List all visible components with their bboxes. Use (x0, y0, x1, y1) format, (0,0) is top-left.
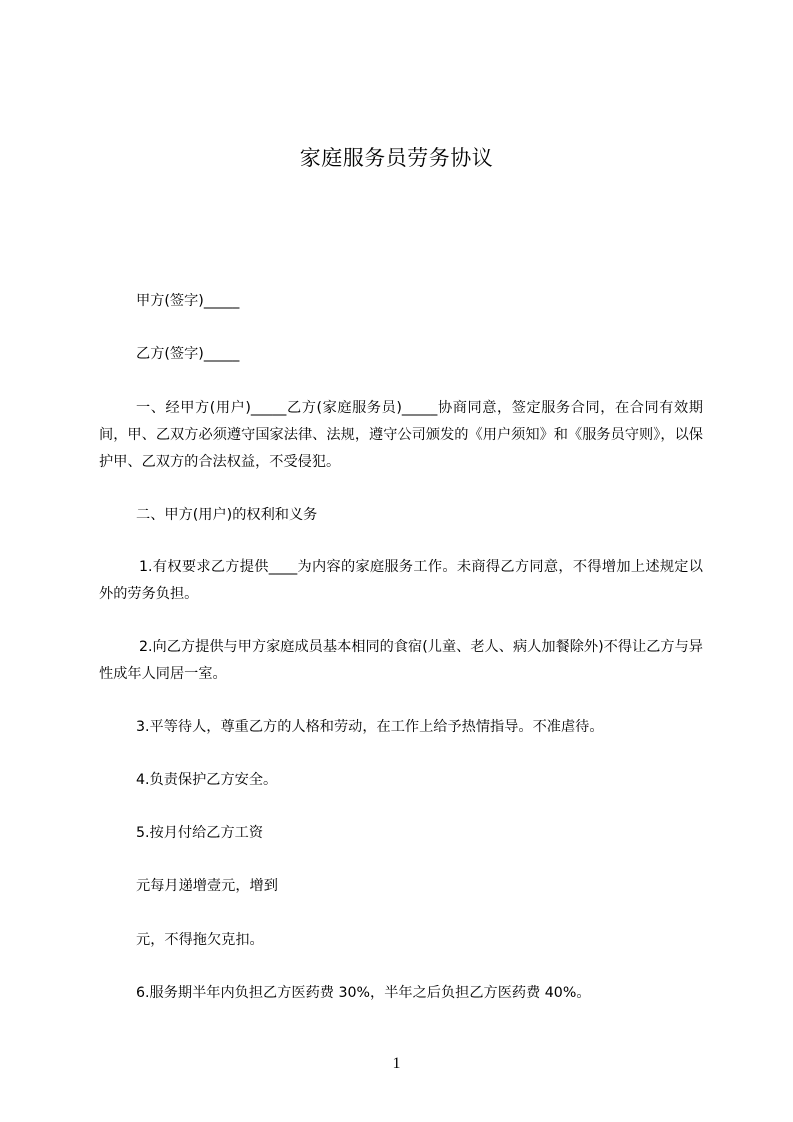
item-5-continuation-end: 元，不得拖欠克扣。 (136, 932, 264, 948)
item-5-paragraph: 5.按月付给乙方工资 (136, 825, 264, 841)
page-number: 1 (392, 1055, 401, 1072)
document-title: 家庭服务员劳务协议 (299, 146, 494, 170)
clause-1-paragraph: 一、经甲方(用户)_____乙方(家庭服务员)_____协商同意，签定服务合同，在合同有效期间，甲、乙双方必须遵守国家法律、法规，遵守公司颁发的《用户须知》和《服务员守则》，以保护甲、乙双方的合法权益，不受侵犯。 (99, 400, 703, 470)
party-b-signature: 乙方(签字)_____ (136, 346, 240, 362)
item-6-paragraph: 6.服务期半年内负担乙方医药费 30%，半年之后负担乙方医药费 40%。 (136, 985, 591, 1001)
item-2-paragraph: 2.向乙方提供与甲方家庭成员基本相同的食宿(儿童、老人、病人加餐除外)不得让乙方与异性成年人同居一室。 (99, 639, 703, 682)
item-1-paragraph: 1.有权要求乙方提供____为内容的家庭服务工作。未商得乙方同意，不得增加上述规定以外的劳务负担。 (99, 559, 703, 602)
item-5-continuation: 元每月递增壹元，增到 (136, 878, 278, 894)
item-3-paragraph: 3.平等待人，尊重乙方的人格和劳动，在工作上给予热情指导。不准虐待。 (136, 719, 604, 735)
item-4-paragraph: 4.负责保护乙方安全。 (136, 772, 278, 788)
section-2-heading: 二、甲方(用户)的权利和义务 (136, 507, 318, 523)
party-a-signature: 甲方(签字)_____ (136, 293, 240, 309)
